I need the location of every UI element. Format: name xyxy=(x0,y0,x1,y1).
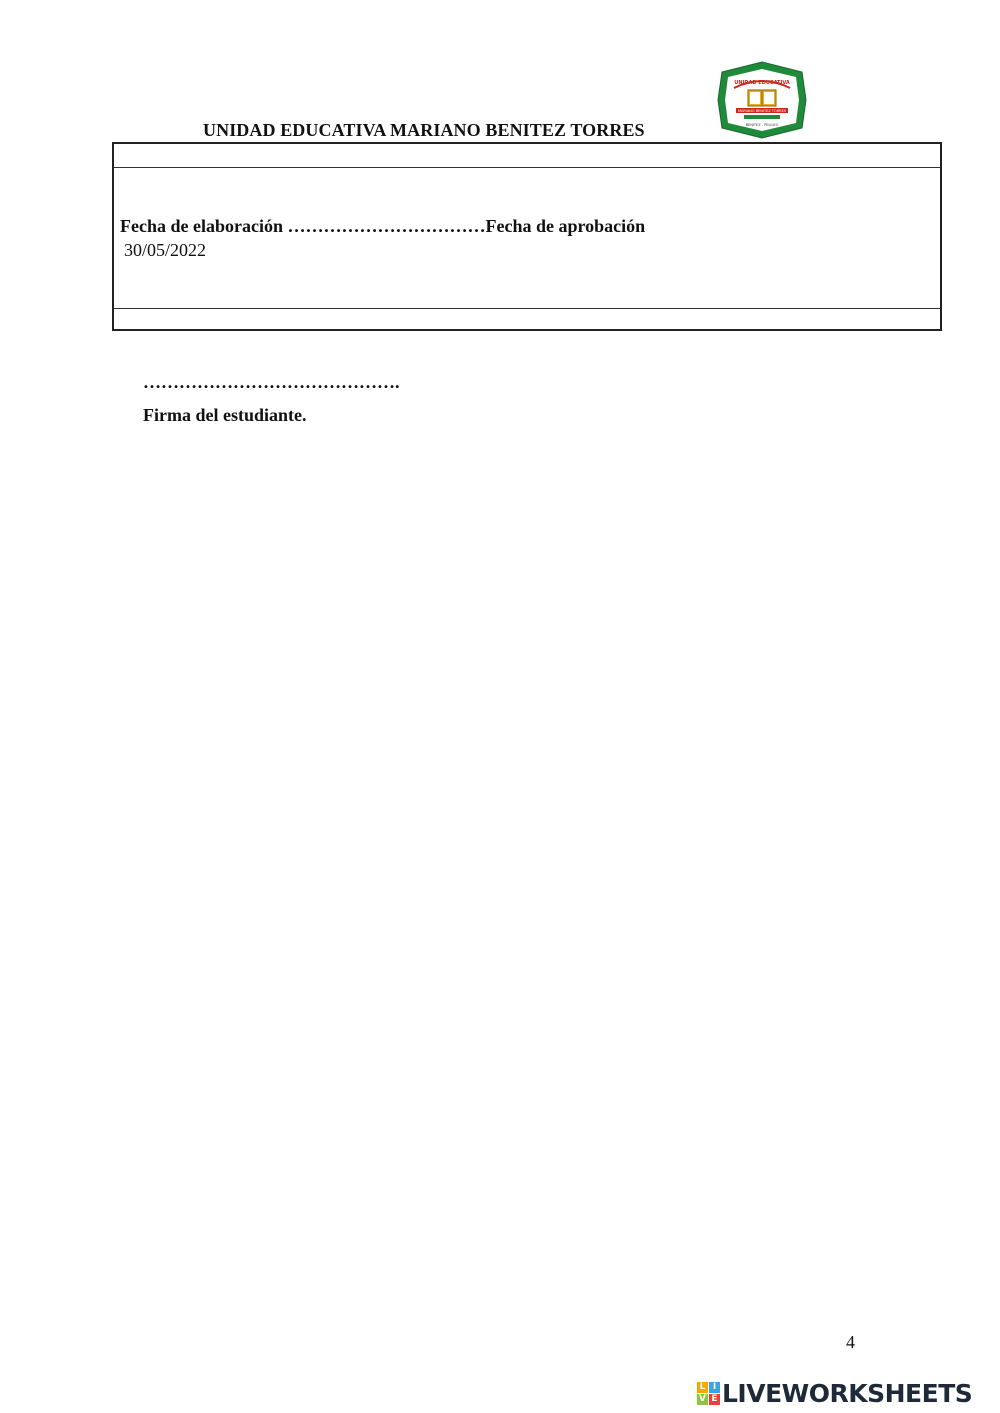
liveworksheets-wordmark: LIVEWORKSHEETS xyxy=(722,1378,973,1408)
brand-square-i: I xyxy=(709,1382,720,1393)
table-divider xyxy=(114,308,940,309)
svg-text:UNIDAD EDUCATIVA: UNIDAD EDUCATIVA xyxy=(734,80,790,86)
signature-label: Firma del estudiante. xyxy=(143,405,307,425)
dates-table xyxy=(112,142,942,331)
school-title: UNIDAD EDUCATIVA MARIANO BENITEZ TORRES xyxy=(203,120,645,140)
liveworksheets-logo[interactable] xyxy=(697,1378,972,1408)
school-crest-icon xyxy=(714,60,810,140)
page-number: 4 xyxy=(846,1332,855,1352)
svg-text:BENITEZ - PELILEO: BENITEZ - PELILEO xyxy=(745,123,779,127)
signature-line: ……………………………………. xyxy=(143,372,400,392)
table-divider xyxy=(114,167,940,168)
liveworksheets-squares-icon xyxy=(697,1382,720,1405)
dates-line: Fecha de elaboración ……………………………Fecha de aprobación xyxy=(120,216,646,236)
brand-square-l: L xyxy=(697,1382,708,1393)
elaboration-date: 30/05/2022 xyxy=(124,240,207,260)
brand-square-v: V xyxy=(697,1394,708,1405)
brand-square-e: E xyxy=(709,1394,720,1405)
svg-text:MARIANO BENITEZ TORRES: MARIANO BENITEZ TORRES xyxy=(737,109,787,113)
